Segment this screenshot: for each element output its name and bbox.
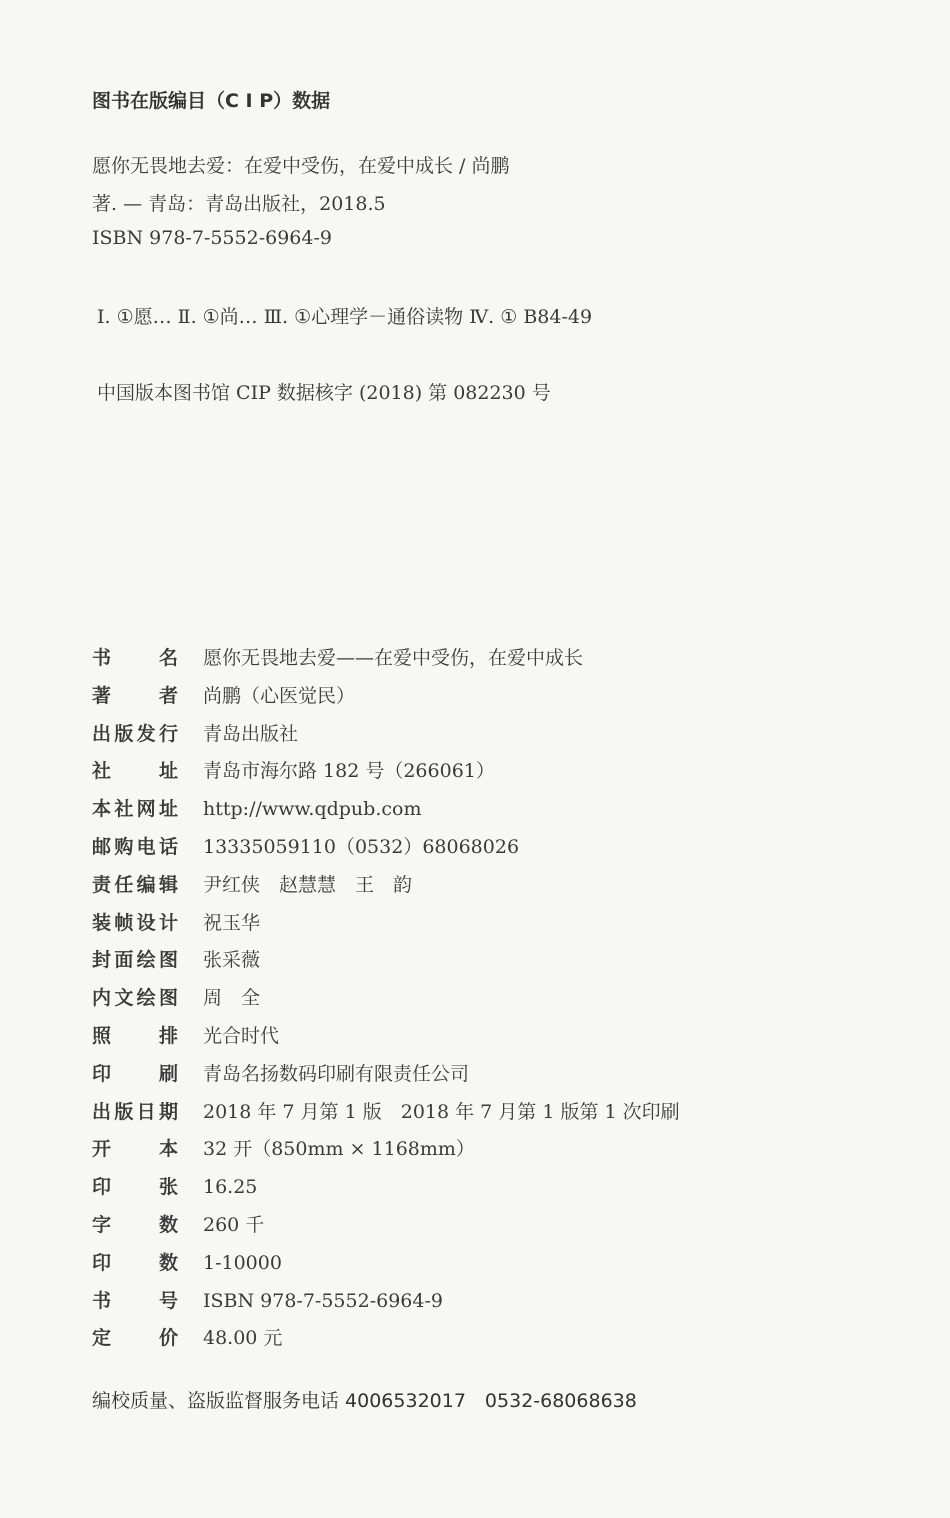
info-row [92, 1248, 680, 1286]
info-label-char: 电 [136, 835, 156, 858]
info-value: 16.25 [203, 1176, 258, 1199]
info-label-char: 绘 [136, 987, 156, 1010]
cip-classification: Ⅰ. ①愿… Ⅱ. ①尚… Ⅲ. ①心理学－通俗读物 Ⅳ. ① B84-49 [97, 306, 593, 328]
info-value: 张采薇 [203, 949, 261, 972]
info-row [92, 1097, 680, 1135]
info-label-char: 设 [136, 911, 156, 934]
info-label-char: 出 [92, 722, 112, 745]
info-label-char: 书 [92, 647, 112, 669]
info-row [92, 756, 680, 794]
info-row [92, 1134, 680, 1172]
info-label [92, 1059, 178, 1086]
info-label-char: 内 [92, 987, 112, 1010]
info-label-char: 计 [158, 911, 178, 934]
info-value: 48.00 元 [203, 1327, 283, 1350]
info-label [92, 681, 178, 708]
info-row [92, 1286, 680, 1324]
info-label [92, 1210, 178, 1237]
info-label-char: 张 [158, 1176, 178, 1199]
info-row [92, 983, 680, 1021]
info-label [92, 794, 178, 821]
info-label-char: 文 [114, 987, 134, 1010]
info-label-char: 图 [158, 987, 178, 1010]
info-row [92, 908, 680, 946]
info-label [92, 756, 178, 783]
info-value: 愿你无畏地去爱——在爱中受伤，在爱中成长 [203, 647, 584, 669]
info-label-char: 著 [92, 684, 112, 707]
info-label [92, 1097, 178, 1124]
info-label [92, 908, 178, 935]
info-label-char: 社 [114, 798, 134, 821]
info-label-char: 址 [158, 760, 178, 783]
info-label-char: 数 [158, 1251, 178, 1274]
cip-heading: 图书在版编目（C I P）数据 [92, 90, 331, 112]
info-label-char: 话 [158, 835, 178, 858]
info-label [92, 1172, 178, 1199]
info-value: 青岛出版社 [203, 722, 299, 745]
info-label-char: 出 [92, 1100, 112, 1123]
info-label-char: 装 [92, 911, 112, 934]
info-label-char: 发 [136, 722, 156, 745]
info-label-char: 印 [92, 1062, 112, 1085]
info-label-char: 绘 [136, 949, 156, 972]
info-label-char: 价 [158, 1327, 178, 1350]
info-label-char: 编 [136, 873, 156, 896]
cip-publisher-line: 著. — 青岛：青岛出版社，2018.5 [92, 193, 386, 215]
info-row [92, 870, 680, 908]
info-label-char: 封 [92, 949, 112, 972]
info-row [92, 1172, 680, 1210]
info-value: 光合时代 [203, 1024, 280, 1047]
info-label-char: 印 [92, 1251, 112, 1274]
info-row [92, 719, 680, 757]
info-label [92, 1248, 178, 1275]
info-label-char: 本 [158, 1138, 178, 1161]
info-label [92, 1134, 178, 1161]
info-value: 尹红侠 赵慧慧 王 韵 [203, 873, 413, 896]
info-label-char: 数 [158, 1213, 178, 1236]
info-value: 祝玉华 [203, 911, 261, 934]
info-row [92, 643, 680, 681]
quality-hotline: 编校质量、盗版监督服务电话 4006532017 0532-68068638 [92, 1390, 637, 1412]
info-value: 260 千 [203, 1213, 265, 1236]
info-row [92, 1323, 680, 1361]
cip-title-line: 愿你无畏地去爱：在爱中受伤，在爱中成长 / 尚鹏 [92, 155, 510, 177]
info-row [92, 794, 680, 832]
info-value: 13335059110（0532）68068026 [203, 835, 520, 858]
info-label-char: 号 [158, 1289, 178, 1312]
info-label [92, 1286, 178, 1313]
info-row [92, 832, 680, 870]
info-row [92, 681, 680, 719]
info-label-char: 排 [158, 1024, 178, 1047]
info-label-char: 开 [92, 1138, 112, 1161]
info-value: 2018 年 7 月第 1 版 2018 年 7 月第 1 版第 1 次印刷 [203, 1100, 680, 1123]
info-label-char: 印 [92, 1176, 112, 1199]
info-row [92, 1210, 680, 1248]
info-label-char: 刷 [158, 1062, 178, 1085]
info-label-char: 本 [92, 798, 112, 821]
info-label-char: 日 [136, 1100, 156, 1123]
info-value: 青岛名扬数码印刷有限责任公司 [203, 1062, 470, 1085]
info-label-char: 字 [92, 1213, 112, 1236]
info-label-char: 名 [158, 647, 178, 669]
info-label [92, 832, 178, 859]
info-label-char: 购 [114, 835, 134, 858]
book-info-table [92, 643, 680, 1361]
info-label [92, 870, 178, 897]
info-value: 周 全 [203, 987, 261, 1010]
info-value: ISBN 978-7-5552-6964-9 [203, 1289, 443, 1312]
info-label [92, 719, 178, 746]
info-label-char: 社 [92, 760, 112, 783]
info-value: http://www.qdpub.com [203, 798, 422, 821]
info-label [92, 983, 178, 1010]
info-row [92, 945, 680, 983]
info-label-char: 图 [158, 949, 178, 972]
info-label-char: 定 [92, 1327, 112, 1350]
info-label [92, 945, 178, 972]
info-label-char: 任 [114, 873, 134, 896]
info-label-char: 者 [158, 684, 178, 707]
info-value: 尚鹏（心医觉民） [203, 684, 356, 707]
info-value: 青岛市海尔路 182 号（266061） [203, 760, 495, 783]
info-label-char: 邮 [92, 835, 112, 858]
info-label-char: 期 [158, 1100, 178, 1123]
info-row [92, 1059, 680, 1097]
info-label-char: 书 [92, 1289, 112, 1312]
info-label-char: 址 [158, 798, 178, 821]
info-value: 32 开（850mm × 1168mm） [203, 1138, 475, 1161]
info-label-char: 版 [114, 722, 134, 745]
info-label-char: 版 [114, 1100, 134, 1123]
info-label-char: 行 [158, 722, 178, 745]
info-label-char: 面 [114, 949, 134, 972]
cip-record-number: 中国版本图书馆 CIP 数据核字 (2018) 第 082230 号 [97, 382, 551, 404]
cip-isbn-line: ISBN 978-7-5552-6964-9 [92, 227, 332, 249]
info-label-char: 辑 [158, 873, 178, 896]
info-label-char: 帧 [114, 911, 134, 934]
info-label-char: 照 [92, 1024, 112, 1047]
info-label [92, 643, 178, 670]
info-label [92, 1021, 178, 1048]
info-value: 1-10000 [203, 1251, 282, 1274]
info-label [92, 1323, 178, 1350]
info-label-char: 网 [136, 798, 156, 821]
info-label-char: 责 [92, 873, 112, 896]
info-row [92, 1021, 680, 1059]
